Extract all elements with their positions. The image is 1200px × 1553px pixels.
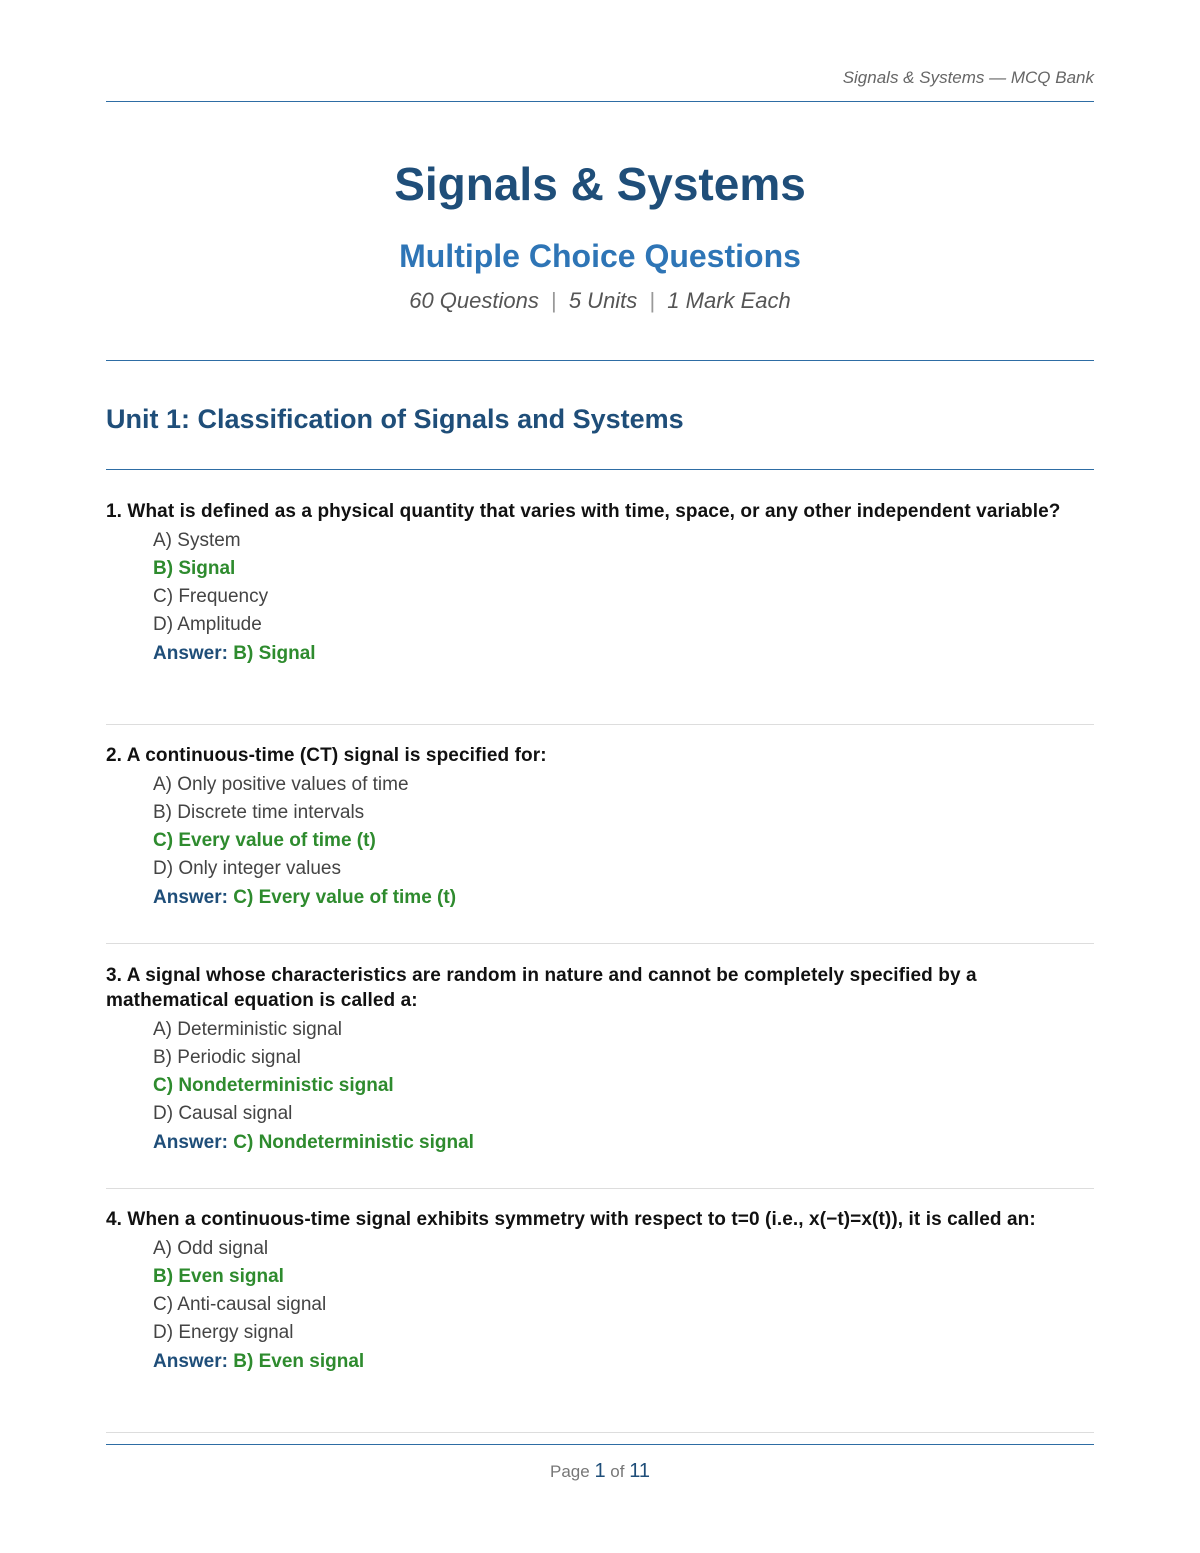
document-subtitle: Multiple Choice Questions [399, 238, 801, 274]
unit-rule [106, 469, 1094, 470]
document-meta [106, 287, 1094, 315]
question-divider [106, 1432, 1094, 1433]
answer-value: B) Signal [233, 643, 316, 664]
footer-of-word: of [610, 1462, 625, 1481]
document-title: Signals & Systems [394, 158, 806, 210]
question-divider [106, 1188, 1094, 1189]
answer-value: B) Even signal [233, 1351, 365, 1372]
unit-heading: Unit 1: Classification of Signals and Systems [106, 404, 684, 434]
answer-line [153, 1347, 1094, 1377]
footer-rule [106, 1444, 1094, 1445]
option-b: B) Signal [153, 558, 236, 579]
footer-total-pages: 11 [629, 1460, 650, 1482]
meta-units: 5 Units [568, 288, 638, 313]
option-b: B) Periodic signal [153, 1047, 301, 1068]
footer-page-word: Page [550, 1462, 590, 1481]
meta-marks: 1 Mark Each [667, 288, 791, 313]
option-c: C) Every value of time (t) [153, 830, 376, 851]
meta-separator: | [550, 288, 557, 313]
option-b: B) Even signal [153, 1266, 284, 1287]
header-rule [106, 101, 1094, 102]
question-1 [106, 499, 1094, 669]
footer-page-number: 1 [594, 1460, 606, 1482]
question-4 [106, 1207, 1094, 1377]
answer-line [153, 1128, 1094, 1158]
option-d: D) Energy signal [153, 1322, 294, 1343]
option-d: D) Amplitude [153, 614, 262, 635]
option-a: A) Deterministic signal [153, 1019, 342, 1040]
question-text: 2. A continuous-time (CT) signal is specified for: [106, 745, 547, 766]
question-text: 4. When a continuous-time signal exhibits symmetry with respect to t=0 (i.e., x(−t)=x(t)), it is called an: [106, 1209, 1036, 1230]
option-d: D) Only integer values [153, 858, 341, 879]
title-rule [106, 360, 1094, 361]
option-b: B) Discrete time intervals [153, 802, 365, 823]
option-a: A) Odd signal [153, 1238, 269, 1259]
meta-separator: | [649, 288, 656, 313]
meta-questions: 60 Questions [409, 288, 539, 313]
answer-label: Answer: [153, 643, 228, 664]
option-c: C) Anti-causal signal [153, 1294, 327, 1315]
running-header: Signals & Systems — MCQ Bank [842, 68, 1094, 87]
question-text: 1. What is defined as a physical quantity that varies with time, space, or any other independent variable? [106, 501, 1061, 522]
option-a: A) Only positive values of time [153, 774, 409, 795]
page-footer [106, 1460, 1094, 1483]
question-text: 3. A signal whose characteristics are random in nature and cannot be completely specified by a mathematical equation is called a: [106, 965, 977, 1011]
answer-label: Answer: [153, 1351, 228, 1372]
option-c: C) Nondeterministic signal [153, 1075, 394, 1096]
option-c: C) Frequency [153, 586, 269, 607]
question-3 [106, 963, 1094, 1158]
answer-label: Answer: [153, 887, 228, 908]
question-divider [106, 724, 1094, 725]
option-a: A) System [153, 530, 241, 551]
question-divider [106, 943, 1094, 944]
answer-value: C) Every value of time (t) [233, 887, 457, 908]
answer-line [153, 639, 1094, 669]
answer-value: C) Nondeterministic signal [233, 1132, 474, 1153]
question-2 [106, 743, 1094, 913]
answer-label: Answer: [153, 1132, 228, 1153]
option-d: D) Causal signal [153, 1103, 293, 1124]
answer-line [153, 883, 1094, 913]
